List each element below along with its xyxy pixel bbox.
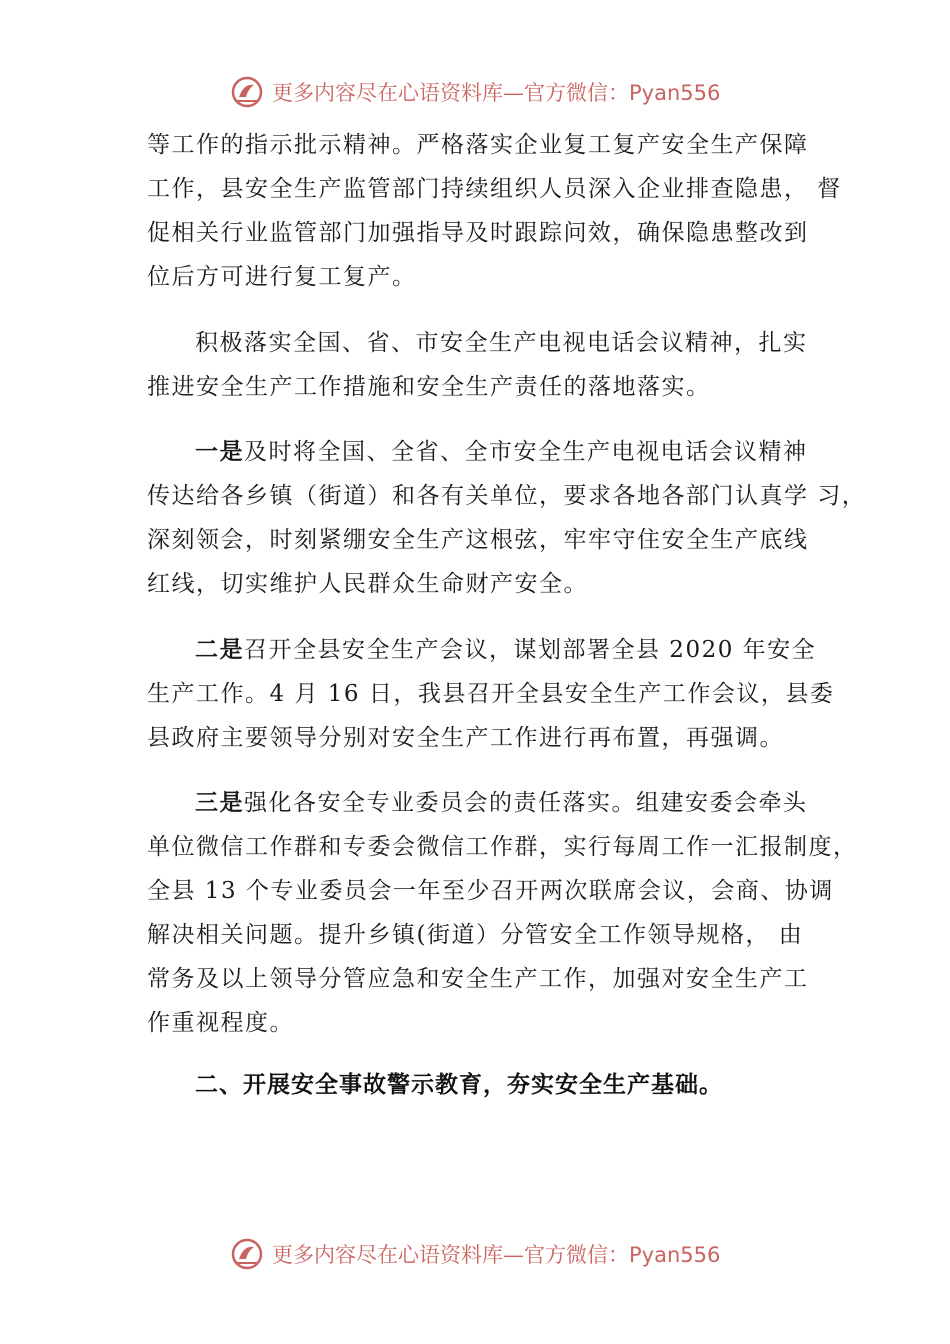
text-line: 生产工作。4 月 16 日，我县召开全县安全生产工作会议，县委 [147,681,835,707]
watermark-text: 更多内容尽在心语资料库—官方微信：Pyan556 [272,1243,721,1267]
watermark-text: 更多内容尽在心语资料库—官方微信：Pyan556 [272,81,721,105]
paragraph-3 [147,430,867,606]
text-line: 传达给各乡镇（街道）和各有关单位，要求各地各部门认真学 习， [147,483,867,509]
text-line: 常务及以上领导分管应急和安全生产工作，加强对安全生产工 [147,966,809,992]
lead-label: 三是 [195,789,244,816]
text-line: 单位微信工作群和专委会微信工作群，实行每周工作一汇报制度， [147,834,858,860]
logo-icon [230,1237,264,1271]
text-line: 红线，切实维护人民群众生命财产安全。 [147,571,588,597]
text-line: 二是召开全县安全生产会议，谋划部署全县 2020 年安全 [195,636,817,663]
text-line: 推进安全生产工作措施和安全生产责任的落地落实。 [147,374,711,400]
text-line: 深刻领会，时刻紧绷安全生产这根弦，牢牢守住安全生产底线 [147,527,809,553]
text-line: 作重视程度。 [147,1010,294,1036]
watermark-header [230,72,750,112]
text-line: 促相关行业监管部门加强指导及时跟踪问效，确保隐患整改到 [147,220,809,246]
lead-label: 二是 [195,636,244,663]
text-line: 解决相关问题。提升乡镇(街道）分管安全工作领导规格， 由 [147,922,804,948]
paragraph-4 [147,628,835,760]
text-line: 积极落实全国、省、市安全生产电视电话会议精神，扎实 [195,330,808,356]
logo-icon [230,75,264,109]
paragraph-5 [147,781,858,1045]
watermark-footer [230,1234,750,1274]
paragraph-2 [147,321,827,409]
lead-label: 一是 [195,438,244,465]
text-line: 等工作的指示批示精神。严格落实企业复工复产安全生产保障 [147,132,809,158]
section-heading: 二、开展安全事故警示教育，夯实安全生产基础。 [195,1072,723,1098]
text-line: 县政府主要领导分别对安全生产工作进行再布置，再强调。 [147,725,784,751]
paragraph-1 [147,123,842,299]
text-line: 三是强化各安全专业委员会的责任落实。组建安委会牵头 [195,789,808,816]
text-line: 全县 13 个专业委员会一年至少召开两次联席会议，会商、协调 [147,878,834,904]
text-line: 工作，县安全生产监管部门持续组织人员深入企业排查隐患， 督 [147,176,842,202]
text-line: 位后方可进行复工复产。 [147,264,417,290]
text-line: 一是及时将全国、全省、全市安全生产电视电话会议精神 [195,438,808,465]
